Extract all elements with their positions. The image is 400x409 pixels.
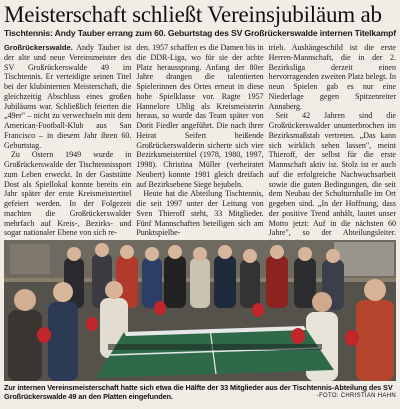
paragraph: Heute hat die Abteilung Tischtennis, die seit 1997 unter der Leitung von Sven Thieroff steht, 33 Mitglieder. Fünf Mannschaften beteiligen sich am Punktspielbe-: [136, 189, 264, 238]
subheadline: Tischtennis: Andy Tauber errang zum 60. Geburtstag des SV Großrückerswalde internen Titelkampf: [4, 28, 396, 38]
photo-credit: -FOTO: CHRISTIAN HAHN: [316, 393, 396, 399]
paragraph: trieb. Aushängeschild ist die erste Herren-Mannschaft, die in der 2. Bezirksliga derzeit einen hervorragenden zweiten Platz belegt. In neun Spielen gab es nur eine Niederlage gegen Spitzenreiter Annaberg.: [268, 43, 396, 111]
photo-caption: [4, 383, 396, 401]
column-3: [269, 43, 396, 239]
team-photo: [4, 240, 396, 381]
column-2: [136, 43, 263, 239]
paragraph-text: Andy Tauber ist der alte und neue Vereinsmeister des SV Großrückerswalde 49 im Tischtennis. Er verteidigte seinen Titel bei der klubinternen Meisterschaft, die gleichzeitig Abschluss eines großen Jubiläums war. Schließlich feierten die „49er" – nicht zu verwechseln mit dem American-Football-Klub aus San Francisco – in diesem Jahr ihren 60. Geburtstag.: [4, 43, 132, 150]
paragraph: Zu Ostern 1949 wurde in Großrückerswalde der Tischtennissport zum Leben erweckt. In der Gaststätte Dost als Spiellokal konnte bereits ein Jahr später der erste Kreismeistertitel gefeiert werden. In der Folgezeit machten die Großrückerswalder mehrfach auf Kreis-, Bezirks- und sogar nationaler Ebene von sich re-: [4, 150, 132, 238]
caption-text: Zur internen Vereinsmeisterschaft hatte sich etwa die Hälfte der 33 Mitglieder aus der Tischtennis-Abteilung des SV Großrückerswalde 49 an den Platten eingefunden.: [4, 383, 393, 401]
dateline: Großrückerswalde.: [4, 43, 73, 52]
article-body: [4, 43, 396, 239]
paragraph: [4, 43, 131, 150]
column-1: [4, 43, 131, 239]
team-photo-illustration: [4, 240, 396, 381]
paragraph: Seit 42 Jahren sind die Großrückerswalder ununterbrochen im Bezirksmaßstab vertreten. „Das kann sich wirklich sehen lassen", meint Thieroff, der selbst für die erste Mannschaft aktiv ist. Stolz ist er auch auf die erfolgreiche Nachwuchsarbeit sowie die guten Bedingungen, die seit dem Neubau der Schulturnhalle im Ort gegeben sind. „In der Hoffnung, dass der positive Trend anhält, lautet unser Motto jetzt: Auf in die nächsten 60 Jahre", so der Abteilungsleiter.: [268, 111, 396, 238]
headline: Meisterschaft schließt Vereinsjubiläum ab: [4, 2, 382, 27]
paragraph: den. 1957 schaffen es die Damen bis in die DDR-Liga, wo für sie der achte Platz heraussprang. Anfang der 80er Jahre drangen die talentierten Spielerinnen des Ortes erneut in diese hohe Spielklasse vor. Ragte 1957 Hannelore Uhlig als Kreismeisterin heraus, so wurde das Team später von Dorit Fiedler angeführt. Die nach ihrer Heirat Seifert heißende Großrückerswalderin sicherte sich vier Bezirksmeistertitel (1978, 1980, 1997, 1998). Christina Müller (verheiratet Neubert) konnte 1981 gleich dreifach auf Bezirksebene Siege bejubeln.: [136, 43, 264, 189]
